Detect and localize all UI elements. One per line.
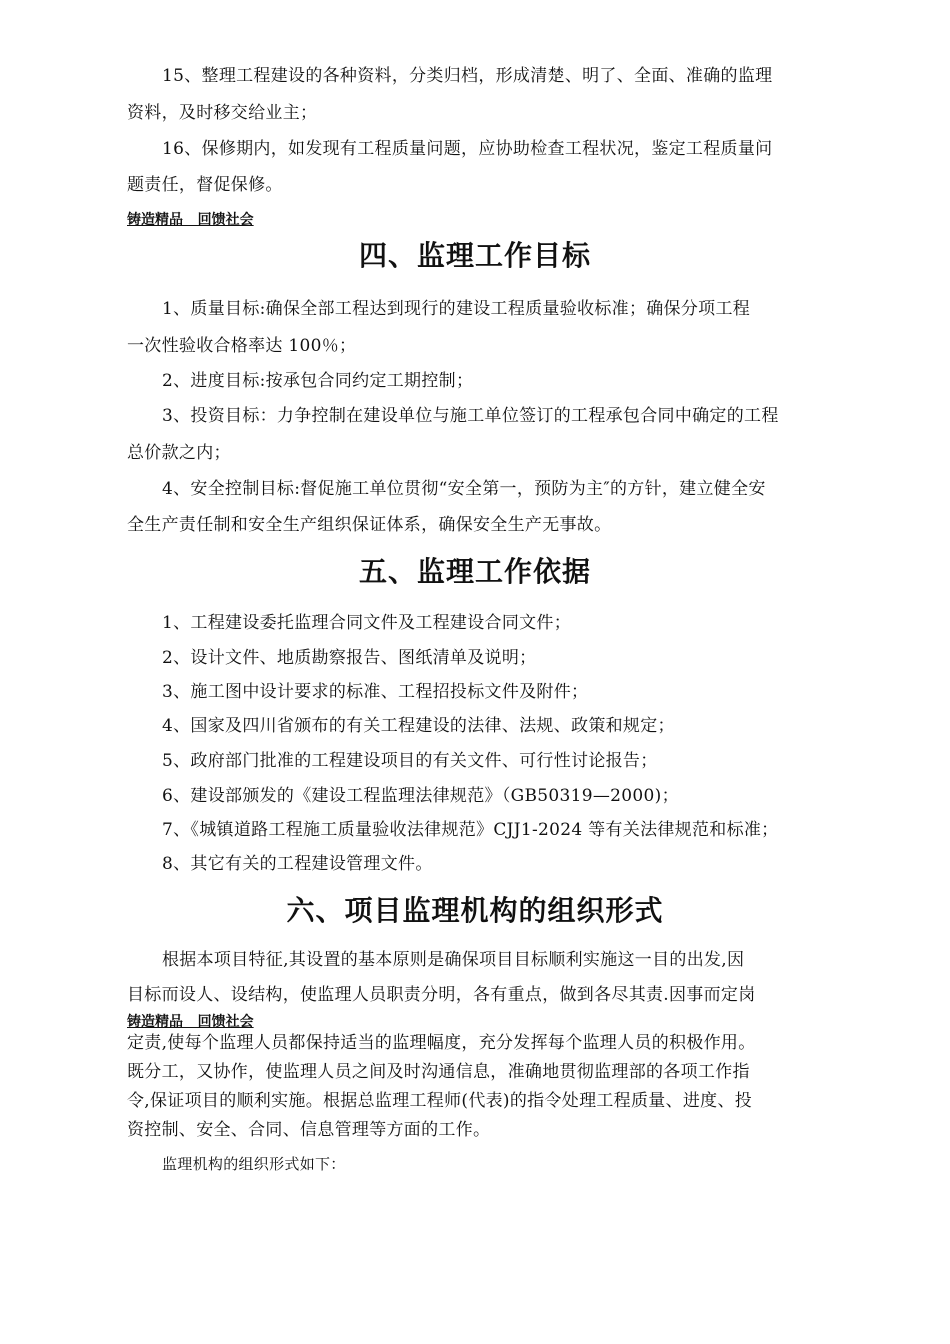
section-6-para-line: 定责,使每个监理人员都保持适当的监理幅度，充分发挥每个监理人员的积极作用。 <box>127 1033 756 1053</box>
org-form-intro: 监理机构的组织形式如下： <box>162 1155 346 1173</box>
section-5-heading: 五、监理工作依据 <box>358 555 591 588</box>
section-6-para-line: 根据本项目特征,其设置的基本原则是确保项目目标顺利实施这一目的出发,因 <box>162 950 745 970</box>
section-4-heading: 四、监理工作目标 <box>358 239 591 272</box>
basis-item: 2、设计文件、地质勘察报告、图纸清单及说明； <box>162 648 537 668</box>
section-6-para-line: 资控制、安全、合同、信息管理等方面的工作。 <box>127 1120 491 1140</box>
basis-item: 5、政府部门批准的工程建设项目的有关文件、可行性讨论报告； <box>162 751 658 771</box>
section-6-heading: 六、项目监理机构的组织形式 <box>286 894 664 927</box>
basis-item: 8、其它有关的工程建设管理文件。 <box>162 854 433 874</box>
item-16-line-2: 题责任，督促保修。 <box>127 175 283 195</box>
goal-1-line-2: 一次性验收合格率达 100％； <box>127 336 357 356</box>
basis-item: 1、工程建设委托监理合同文件及工程建设合同文件； <box>162 613 572 633</box>
goal-2: 2、进度目标:按承包合同约定工期控制； <box>162 371 474 391</box>
goal-4-line-1: 4、安全控制目标:督促施工单位贯彻“安全第一，预防为主″的方针，建立健全安 <box>162 479 766 499</box>
item-16-line-1: 16、保修期内，如发现有工程质量问题，应协助检查工程状况，鉴定工程质量问 <box>162 139 773 159</box>
section-6-para-line: 目标而设人、设结构，使监理人员职责分明，各有重点，做到各尽其责.因事而定岗 <box>127 985 756 1005</box>
goal-1-line-1: 1、质量目标:确保全部工程达到现行的建设工程质量验收标准；确保分项工程 <box>162 299 751 319</box>
page-footer-slogan: 铸造精品 回馈社会 <box>127 1014 254 1030</box>
goal-4-line-2: 全生产责任制和安全生产组织保证体系，确保安全生产无事故。 <box>127 515 612 535</box>
goal-3-line-1: 3、投资目标：力争控制在建设单位与施工单位签订的工程承包合同中确定的工程 <box>162 406 779 426</box>
basis-item: 6、建设部颁发的《建设工程监理法律规范》（GB50319—2000)； <box>162 786 679 806</box>
page-footer-slogan: 铸造精品 回馈社会 <box>127 212 254 228</box>
basis-item: 4、国家及四川省颁布的有关工程建设的法律、法规、政策和规定； <box>162 716 675 736</box>
item-15-line-1: 15、整理工程建设的各种资料，分类归档，形成清楚、明了、全面、准确的监理 <box>162 66 773 86</box>
goal-3-line-2: 总价款之内； <box>127 443 231 463</box>
section-6-para-line: 既分工，又协作，使监理人员之间及时沟通信息，准确地贯彻监理部的各项工作指 <box>127 1062 750 1082</box>
basis-item: 7、《城镇道路工程施工质量验收法律规范》CJJ1-2024 等有关法律规范和标准； <box>162 820 779 840</box>
item-15-line-2: 资料，及时移交给业主； <box>127 103 318 123</box>
section-6-para-line: 令,保证项目的顺利实施。根据总监理工程师(代表)的指令处理工程质量、进度、投 <box>127 1091 753 1111</box>
basis-item: 3、施工图中设计要求的标准、工程招投标文件及附件； <box>162 682 589 702</box>
